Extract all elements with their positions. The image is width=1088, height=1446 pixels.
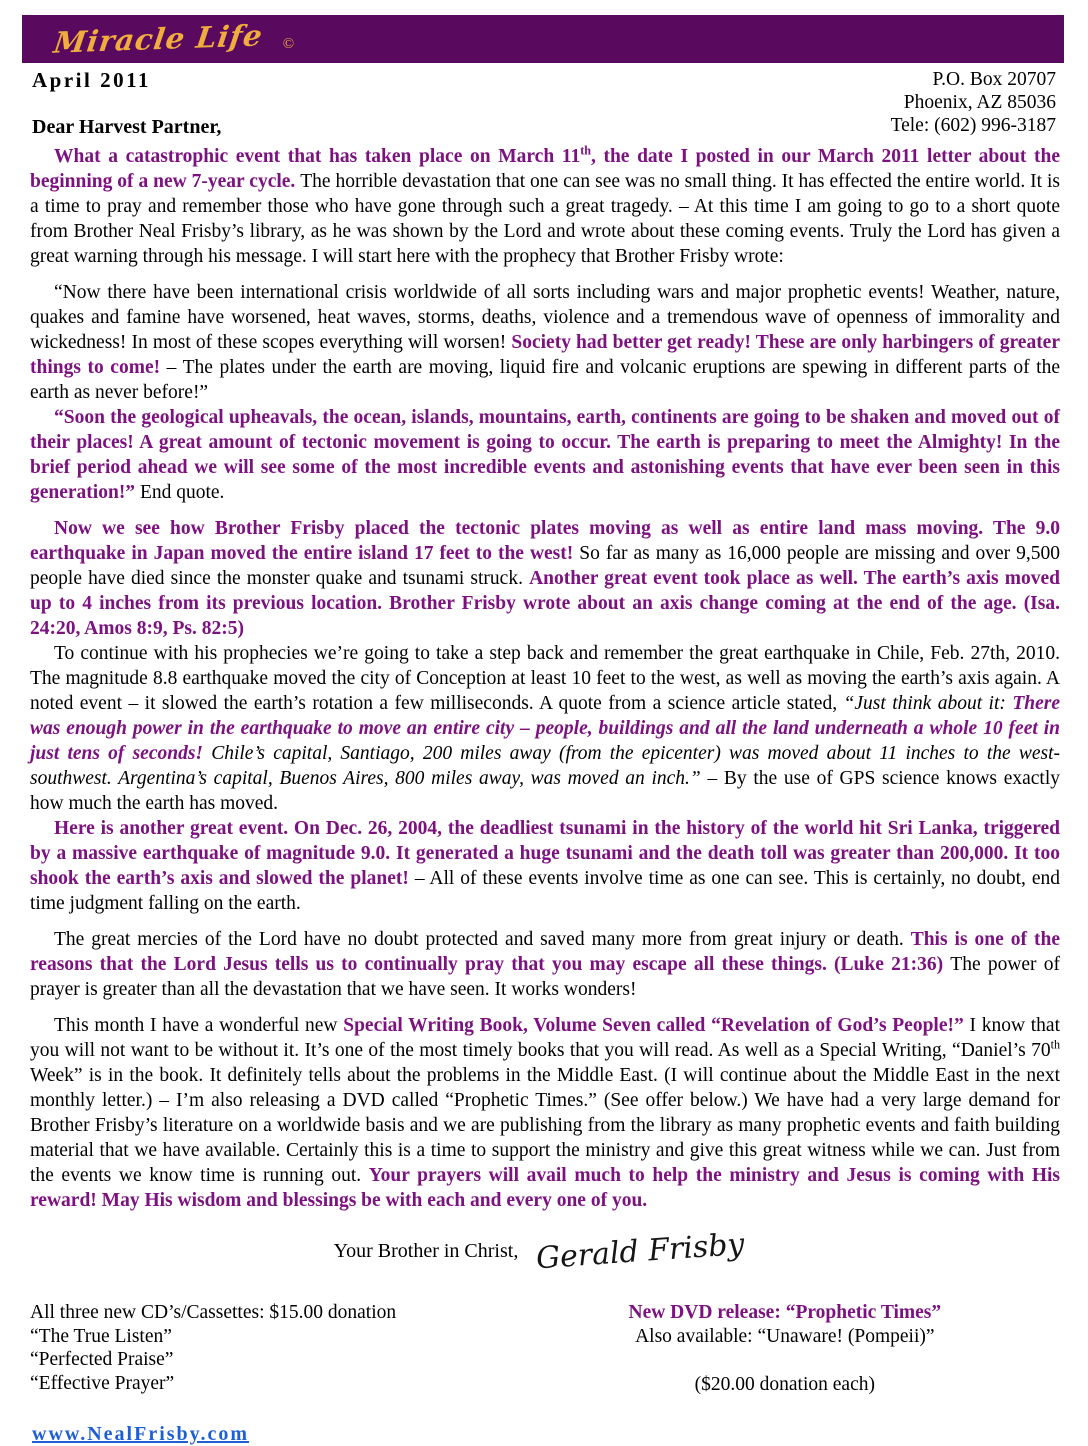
letter-body bbox=[22, 144, 1064, 1213]
text-run: – By the use of GPS science knows exactly how much the earth has moved. bbox=[30, 768, 1065, 814]
text-run: So far as many as 16,000 people are missing and over 9,500 people have died since the monster quake and tsunami struck. bbox=[30, 543, 1065, 589]
paragraph bbox=[30, 280, 1065, 405]
issue-date: April 2011 bbox=[32, 68, 151, 92]
text-run: – All of these events involve time as one can see. This is certainly, no doubt, end time judgment falling on the earth. bbox=[30, 868, 1065, 914]
cd-offer-heading: All three new CD’s/Cassettes: $15.00 donation bbox=[30, 1302, 397, 1323]
copyright-symbol: © bbox=[282, 35, 295, 52]
po-box-line: P.O. Box 20707 bbox=[932, 69, 1056, 90]
city-state-zip-line: Phoenix, AZ 85036 bbox=[903, 92, 1056, 113]
text-run: th bbox=[1050, 1037, 1060, 1052]
paragraph bbox=[30, 405, 1065, 505]
text-run: Society had better get ready! These are only harbingers of greater things to come! bbox=[30, 332, 1065, 378]
text-run: This is one of the reasons that the Lord Jesus tells us to continually pray that you may escape all these things. (Luke 21:36) bbox=[30, 929, 1065, 975]
text-run: “Soon the geological upheavals, the ocean, islands, mountains, earth, continents are going to be shaken and moved out of their places! A great amount of tectonic movement is going to occur. The earth is preparing to meet the Almighty! In the brief period ahead we will see some of the most incredible events and astonishing events that have ever been seen in this generation!” bbox=[30, 407, 1065, 503]
text-run: – The plates under the earth are moving, liquid fire and volcanic eruptions are spewing in different parts of the earth as never before!” bbox=[30, 357, 1065, 403]
dvd-offer-block bbox=[506, 1301, 1064, 1397]
text-run: Another great event took place as well. The earth’s axis moved up to 4 inches from its previous location. Brother Frisby wrote about an axis change coming at the end of the age. (Isa. 24:20, Amos 8:9, Ps. 82:5) bbox=[30, 568, 1065, 639]
letter-header bbox=[22, 63, 1064, 139]
text-run: Week” is in the book. It definitely tells about the problems in the Middle East. (I will continue about the Middle East in the next monthly letter.) – I’m also releasing a DVD called “Prophetic Times.” (See offer below.) We have had a very large demand for Brother Frisby’s literature on a worldwide basis and we are publishing from the library as many prophetic events and faith building material that we have available. Certainly this is a time to support the ministry and give this great witness while we can. Just from the events we know time is running out. bbox=[30, 1040, 1065, 1186]
text-run: I know that you will not want to be without it. It’s one of the most timely books that you will read. As well as a Special Writing, “Daniel’s 70 bbox=[30, 1015, 1065, 1061]
cd-title: “Perfected Praise” bbox=[30, 1349, 174, 1370]
masthead-bar bbox=[22, 15, 1064, 63]
text-run: Special Writing Book, Volume Seven called “Revelation of God’s People!” bbox=[343, 1015, 970, 1036]
text-run: , the date I posted in our March 2011 letter about the beginning of a new 7-year cycle. bbox=[30, 146, 1065, 192]
dvd-donation-price: ($20.00 donation each) bbox=[694, 1374, 875, 1395]
text-run: Chile’s capital, Santiago, 200 miles away (from the epicenter) was moved about 11 inches to the west-southwest. Argentina’s capital, Buenos Aires, 800 miles away, was moved an inch.” bbox=[30, 743, 1060, 789]
closing-text: Your Brother in Christ, bbox=[333, 1239, 519, 1262]
miracle-life-logo: Miracle Life bbox=[51, 18, 266, 60]
text-run: “Just think about it: bbox=[843, 693, 1013, 714]
cd-title: “The True Listen” bbox=[30, 1325, 172, 1347]
signature-row bbox=[22, 1223, 1064, 1279]
dvd-release-headline: New DVD release: “Prophetic Times” bbox=[628, 1302, 942, 1323]
text-run: What a catastrophic event that has taken place on March 11 bbox=[54, 146, 581, 167]
text-run: Now we see how Brother Frisby placed the tectonic plates moving as well as entire land mass moving. The 9.0 earthquake in Japan moved the entire island 17 feet to the west! bbox=[30, 518, 1065, 564]
paragraph bbox=[30, 1013, 1065, 1213]
paragraph bbox=[30, 816, 1065, 916]
signature-name: Gerald Frisby bbox=[535, 1226, 746, 1277]
paragraph bbox=[30, 641, 1065, 816]
cd-offer-list bbox=[22, 1301, 506, 1397]
header-left bbox=[32, 68, 221, 139]
text-run: Your prayers will avail much to help the ministry and Jesus is coming with His reward! May His wisdom and blessings be with each and every one of you. bbox=[30, 1165, 1065, 1211]
salutation: Dear Harvest Partner, bbox=[32, 116, 222, 138]
text-run: th bbox=[580, 143, 591, 158]
cd-title: “Effective Prayer” bbox=[30, 1372, 175, 1394]
contact-block bbox=[891, 68, 1056, 139]
text-run: To continue with his prophecies we’re going to take a step back and remember the great earthquake in Chile, Feb. 27th, 2010. The magnitude 8.8 earthquake moved the city of Conception at least 10 feet to the west, as well as moving the earth’s axis again. A noted event – it slowed the earth’s rotation a few milliseconds. A quote from a science article stated, bbox=[30, 643, 1065, 714]
paragraph bbox=[30, 516, 1065, 641]
offers-section bbox=[22, 1301, 1064, 1397]
text-run: End quote. bbox=[139, 482, 225, 503]
text-run: “Now there have been international crisis worldwide of all sorts including wars and major prophetic events! Weather, nature, quakes and famine have worsened, heat waves, storms, deaths, violence and a tremendous wave of openness of immorality and wickedness! In most of these scopes everything will worsen! bbox=[30, 282, 1065, 353]
telephone-line: Tele: (602) 996-3187 bbox=[890, 115, 1056, 136]
paragraph bbox=[30, 927, 1065, 1002]
text-run: There was enough power in the earthquake to move an entire city – people, buildings and all the land underneath a whole 10 feet in just tens of seconds! bbox=[30, 693, 1065, 764]
signature-handwriting bbox=[532, 1223, 752, 1279]
paragraph bbox=[30, 143, 1065, 269]
text-run: Here is another great event. On Dec. 26, 2004, the deadliest tsunami in the history of the world hit Sri Lanka, triggered by a massive earthquake of magnitude 9.0. It generated a huge tsunami and the death toll was greater than 200,000. It too shook the earth’s axis and slowed the planet! bbox=[30, 818, 1065, 889]
text-run: The horrible devastation that one can see was no small thing. It has effected the entire world. It is a time to pray and remember those who have gone through such a great tragedy. – At this time I am going to go to a short quote from Brother Neal Frisby’s library, as he was shown by the Lord and wrote about these coming events. Truly the Lord has given a great warning through his message. I will start here with the prophecy that Brother Frisby wrote: bbox=[30, 171, 1065, 267]
text-run: This month I have a wonderful new bbox=[54, 1015, 344, 1036]
website-link[interactable]: www.NealFrisby.com bbox=[32, 1422, 250, 1445]
text-run: The power of prayer is greater than all the devastation that we have seen. It works wonders! bbox=[30, 954, 1065, 1000]
text-run: The great mercies of the Lord have no doubt protected and saved many more from great injury or death. bbox=[54, 929, 911, 950]
dvd-also-available: Also available: “Unaware! (Pompeii)” bbox=[635, 1325, 935, 1347]
